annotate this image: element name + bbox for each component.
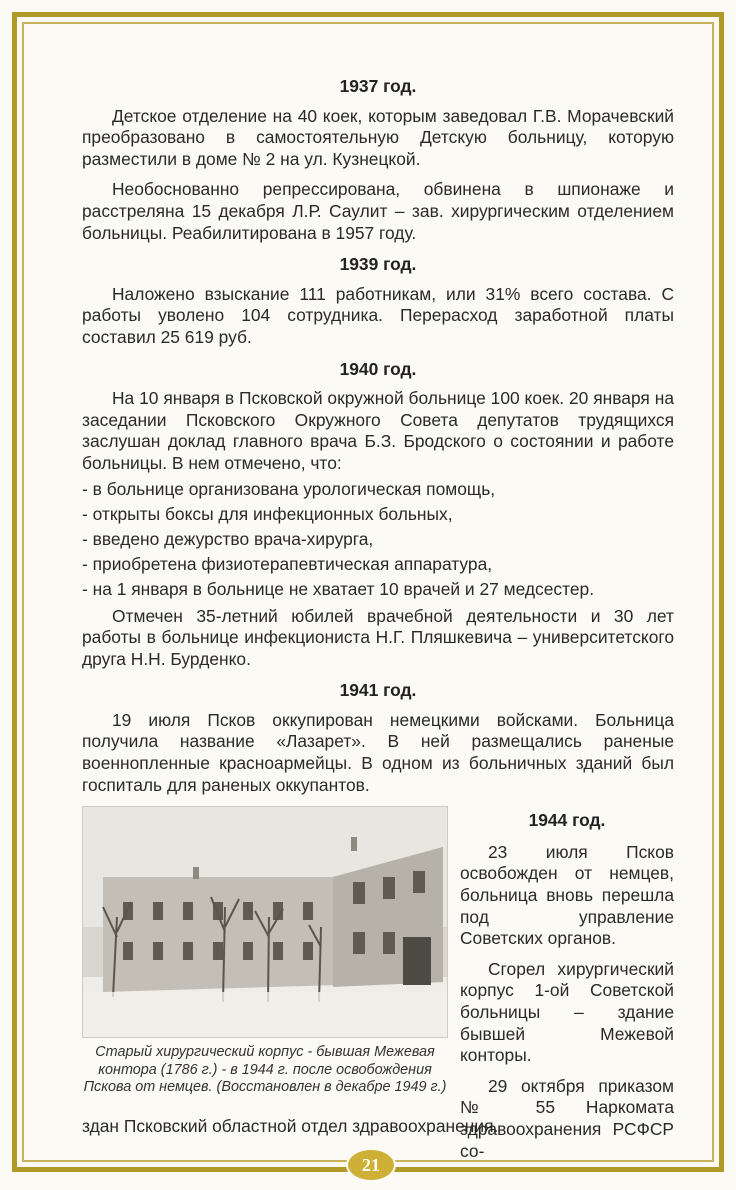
paragraph-1937-1: Детское отделение на 40 коек, которым заведовал Г.В. Морачевский преобразовано в самостоятельную Детскую больницу, которую разместили в доме № 2 на ул. Кузнецкой. [82, 105, 674, 169]
list-1940 [82, 477, 674, 602]
paragraph-1944-3: 29 октября приказом № 55 Наркомата здравоохранения РСФСР со- [460, 1075, 674, 1161]
paragraph-1941-1: 19 июля Псков оккупирован немецкими войсками. Больница получила название «Лазарет». В ней размещались раненые военнопленные красноармейцы. В одном из больничных зданий был госпиталь для раненых оккупантов. [82, 709, 674, 795]
bottom-block [82, 806, 674, 1161]
page-content [82, 68, 674, 1161]
heading-1944: 1944 год. [528, 810, 606, 831]
list-item: - приобретена физиотерапевтическая аппаратура, [82, 552, 674, 577]
heading-1941: 1941 год. [339, 680, 417, 701]
page-number-badge [348, 1150, 394, 1180]
heading-1940: 1940 год. [339, 358, 417, 379]
building-photo-illustration [83, 807, 448, 1038]
heading-1937: 1937 год. [339, 76, 417, 96]
paragraph-1940-after: Отмечен 35-летний юбилей врачебной деятельности и 30 лет работы в больнице инфекциониста Н.Г. Пляшкевича – университетского друга Н.Н. Бурденко. [82, 605, 674, 669]
heading-1939: 1939 год. [339, 254, 417, 275]
paragraph-1940-intro: На 10 января в Псковской окружной больнице 100 коек. 20 января на заседании Псковского Окружного Совета депутатов трудящихся заслушан доклад главного врача Б.З. Бродского о состоянии и работе больницы. В нем отмечено, что: [82, 388, 674, 473]
list-item: - введено дежурство врача-хирурга, [82, 527, 674, 552]
paragraph-1944-2: Сгорел хирургический корпус 1-ой Советской больницы – здание бывшей Межевой конторы. [460, 958, 674, 1066]
photo-caption: Старый хирургический корпус - бывшая Межевая контора (1786 г.) - в 1944 г. после освобождения Пскова от немцев. (Восстановлен в декабре 1949 г.) [83, 1044, 447, 1096]
paragraph-1944-3-end: здан Псковский областной отдел здравоохранения. [82, 1116, 499, 1137]
page-number: 21 [362, 1154, 380, 1175]
list-item: - в больнице организована урологическая помощь, [82, 477, 674, 502]
section-1944 [460, 810, 674, 1162]
paragraph-1937-2: Необоснованно репрессирована, обвинена в шпионаже и расстреляна 15 декабря Л.Р. Саулит – зав. хирургическим отделением больницы. Реабилитирована в 1957 году. [82, 179, 674, 243]
list-item: - на 1 января в больнице не хватает 10 врачей и 27 медсестер. [82, 577, 674, 602]
building-photo [82, 806, 448, 1038]
list-item: - открыты боксы для инфекционных больных, [82, 502, 674, 527]
paragraph-1944-1: 23 июля Псков освобожден от немцев, больница вновь перешла под управление Советских органов. [460, 841, 674, 949]
paragraph-1939-1: Наложено взыскание 111 работникам, или 31% всего состава. С работы уволено 104 сотрудника. Перерасход заработной платы составил 25 619 руб. [82, 283, 674, 347]
